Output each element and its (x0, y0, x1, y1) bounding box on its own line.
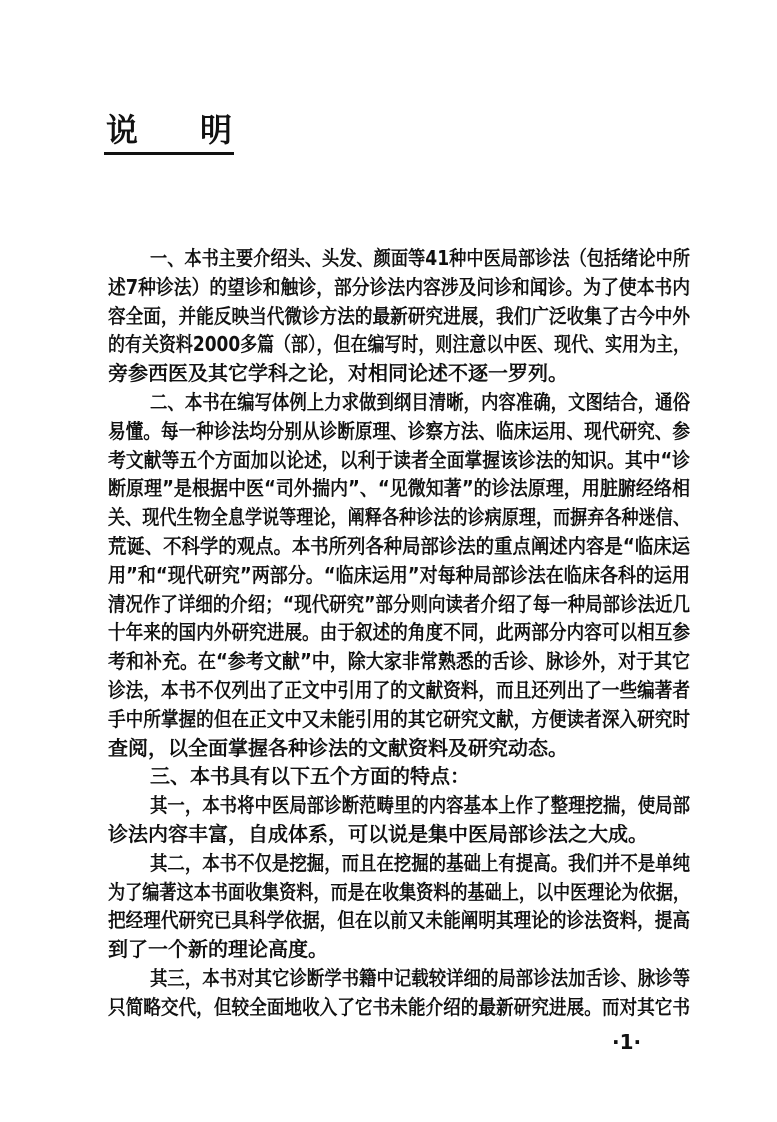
text-line-content: 用”和“现代研究”两部分。“临床运用”对每种局部诊法在临床各科的运用 (108, 562, 690, 587)
text-line-content: 容全面，并能反映当代微诊方法的最新研究进展，我们广泛收集了古今中外 (108, 303, 690, 328)
text-line-content: 二、本书在编写体例上力求做到纲目清晰，内容准确，文图结合，通俗 (150, 389, 690, 414)
text-line (108, 935, 690, 964)
heading-char-1: 说 (106, 111, 139, 149)
text-line (108, 705, 690, 734)
text-line (108, 618, 690, 647)
text-line-content: 三、本书具有以下五个方面的特点： (150, 764, 470, 789)
text-line (108, 676, 690, 705)
heading-underline (104, 152, 234, 155)
text-line (108, 734, 690, 763)
text-line (108, 359, 690, 388)
text-line-content: 考和补充。在“参考文献”中，除大家非常熟悉的舌诊、脉诊外，对于其它 (108, 649, 690, 674)
text-line (108, 532, 690, 561)
heading-char-2: 明 (199, 111, 232, 149)
text-line (108, 590, 690, 619)
text-line-content: 清况作了详细的介绍；“现代研究”部分则向读者介绍了每一种局部诊法近几 (108, 591, 690, 616)
text-line-content: 查阅，以全面掌握各种诊法的文献资料及研究动态。 (108, 735, 568, 760)
text-line (108, 762, 690, 791)
text-line-content: 只简略交代，但较全面地收入了它书未能介绍的最新研究进展。而对其它书 (108, 994, 690, 1019)
text-line-content: 为了编著这本书面收集资料，而是在收集资料的基础上，以中医理论为依据， (108, 879, 690, 904)
text-line (108, 330, 690, 359)
text-line-content: 旁参西医及其它学科之论，对相同论述不逐一罗列。 (108, 361, 568, 386)
text-line-content: 手中所掌握的但在正文中又未能引用的其它研究文献，方便读者深入研究时 (108, 706, 690, 731)
text-line-content: 的有关资料2000多篇（部），但在编写时，则注意以中医、现代、实用为主， (108, 332, 690, 357)
text-line (108, 791, 690, 820)
text-line (108, 474, 690, 503)
text-line-content: 诊法，本书不仅列出了正文中引用了的文献资料，而且还列出了一些编著者 (108, 677, 690, 702)
text-line (108, 503, 690, 532)
text-line-content: 考文献等五个方面加以论述，以利于读者全面掌握该诊法的知识。其中“诊 (108, 447, 690, 472)
text-line-content: 十年来的国内外研究进展。由于叙述的角度不同，此两部分内容可以相互参 (108, 620, 690, 645)
text-line (108, 820, 690, 849)
text-line (108, 647, 690, 676)
text-line-content: 其一，本书将中医局部诊断范畴里的内容基本上作了整理挖揣，使局部 (150, 793, 690, 818)
text-line-content: 到了一个新的理论高度。 (108, 937, 328, 962)
text-line (108, 446, 690, 475)
body-text (108, 244, 690, 1022)
text-line (108, 417, 690, 446)
text-line-content: 诊法内容丰富，自成体系，可以说是集中医局部诊法之大成。 (108, 821, 648, 846)
text-line (108, 993, 690, 1022)
text-line (108, 878, 690, 907)
text-line (108, 906, 690, 935)
text-line (108, 964, 690, 993)
page-number: ·1· (612, 1030, 642, 1054)
text-line-content: 其二，本书不仅是挖掘，而且在挖掘的基础上有提高。我们并不是单纯 (150, 850, 690, 875)
text-line (108, 849, 690, 878)
page-heading (106, 108, 232, 152)
text-line-content: 易懂。每一种诊法均分别从诊断原理、诊察方法、临床运用、现代研究、参 (108, 418, 690, 443)
text-line-content: 把经理代研究已具科学依据，但在以前又未能阐明其理论的诊法资料，提高 (108, 908, 690, 933)
text-line-content: 荒诞、不科学的观点。本书所列各种局部诊法的重点阐述内容是“临床运 (108, 533, 690, 558)
text-line (108, 388, 690, 417)
text-line (108, 273, 690, 302)
text-line-content: 断原理”是根据中医“司外揣内”、“见微知著”的诊法原理，用脏腑经络相 (108, 476, 690, 501)
text-line (108, 561, 690, 590)
text-line (108, 302, 690, 331)
text-line-content: 一、本书主要介绍头、头发、颜面等41种中医局部诊法（包括绪论中所 (150, 246, 690, 270)
text-line-content: 述7种诊法）的望诊和触诊，部分诊法内容涉及问诊和闻诊。为了使本书内 (108, 274, 690, 299)
text-line-content: 关、现代生物全息学说等理论，阐释各种诊法的诊病原理，而摒弃各种迷信、 (108, 505, 690, 530)
text-line (108, 244, 690, 273)
text-line-content: 其三，本书对其它诊断学书籍中记载较详细的局部诊法加舌诊、脉诊等 (150, 965, 690, 990)
